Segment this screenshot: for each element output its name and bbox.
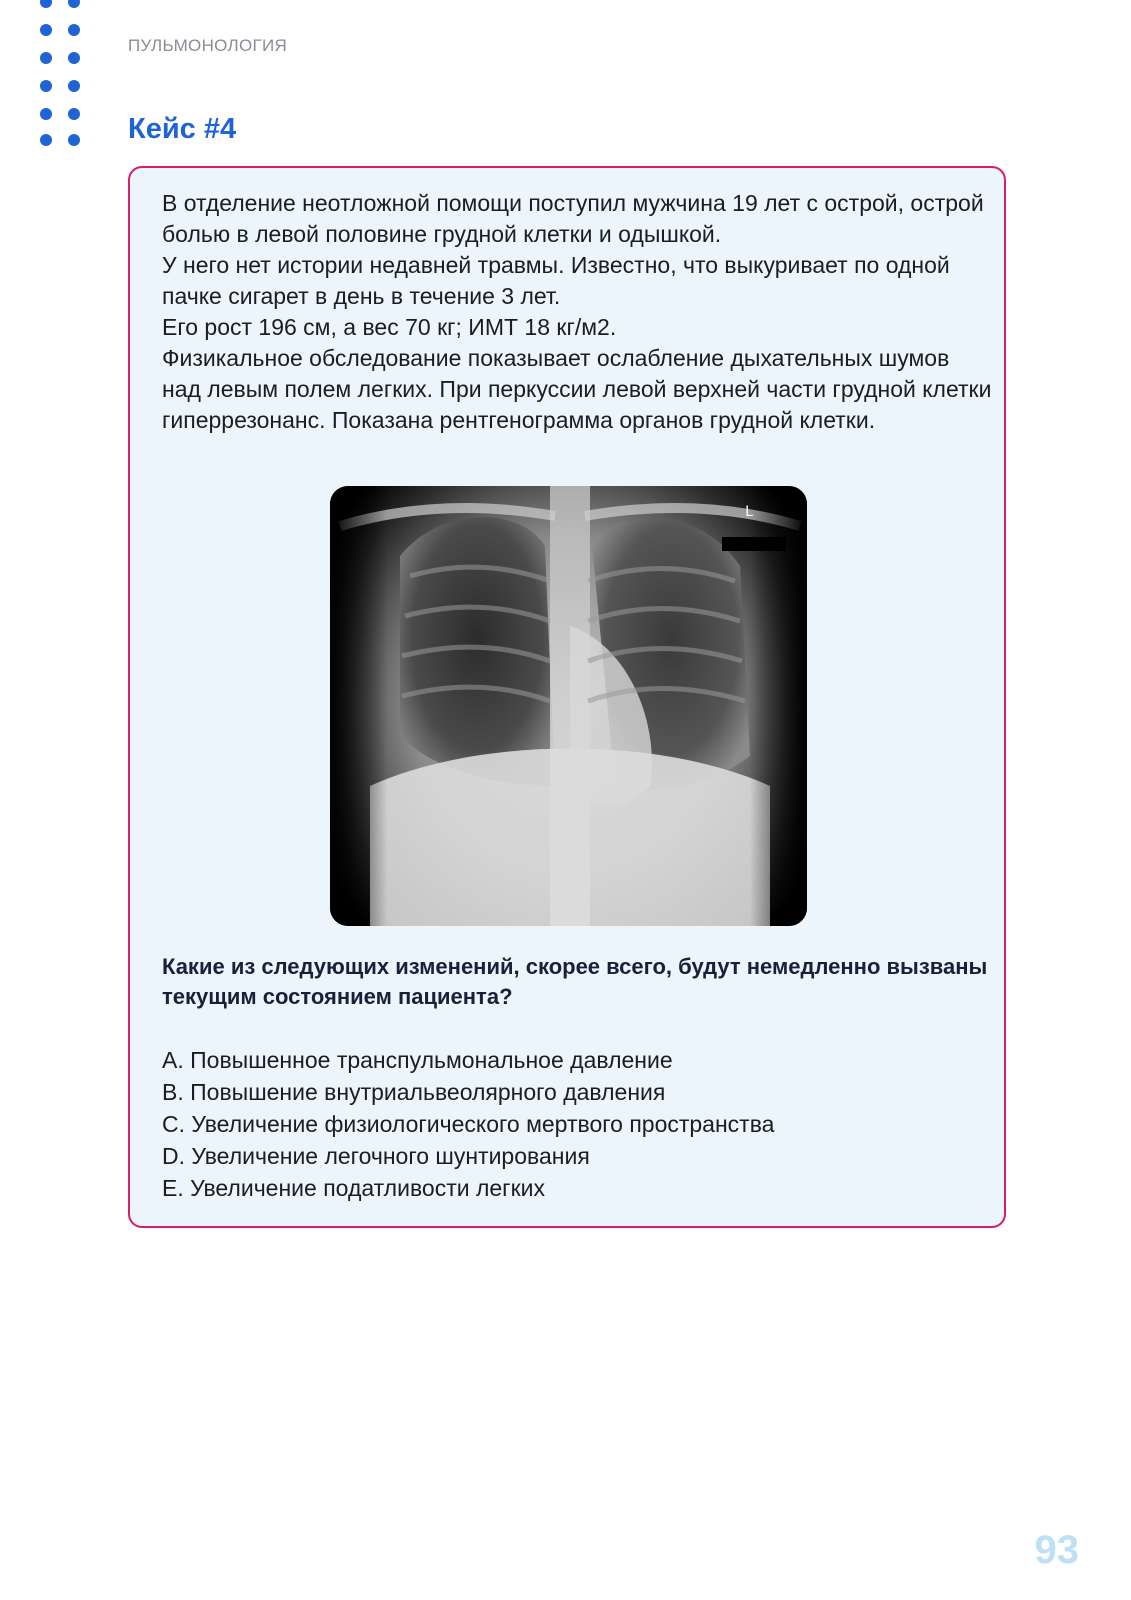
case-paragraph: Физикальное обследование показывает ослабление дыхательных шумов над левым полем легких. При перкуссии левой верхней части грудной клетки гиперрезонанс. Показана рентгенограмма органов грудной клетки. <box>162 345 992 433</box>
case-description <box>162 188 992 436</box>
case-title: Кейс #4 <box>128 113 237 145</box>
answer-option-b: B. Повышение внутриальвеолярного давления <box>162 1079 666 1105</box>
answer-option-c: C. Увеличение физиологического мертвого пространства <box>162 1111 775 1137</box>
page-number: 93 <box>1034 1528 1079 1572</box>
case-paragraph: У него нет истории недавней травмы. Известно, что выкуривает по одной пачке сигарет в день в течение 3 лет. <box>162 252 950 309</box>
decorative-dot-grid <box>40 0 90 160</box>
chest-xray-illustration <box>330 486 807 926</box>
answer-options <box>162 1044 992 1204</box>
case-card <box>128 166 1006 1228</box>
answer-option-a: A. Повышенное транспульмональное давление <box>162 1047 673 1073</box>
answer-option-d: D. Увеличение легочного шунтирования <box>162 1143 590 1169</box>
xray-side-marker: L <box>745 504 754 520</box>
case-paragraph: Его рост 196 см, а вес 70 кг; ИМТ 18 кг/м2. <box>162 314 617 340</box>
case-paragraph: В отделение неотложной помощи поступил мужчина 19 лет с острой, острой болью в левой половине грудной клетки и одышкой. <box>162 190 984 247</box>
chest-xray-image <box>330 486 807 926</box>
section-label: ПУЛЬМОНОЛОГИЯ <box>128 36 288 55</box>
answer-option-e: E. Увеличение податливости легких <box>162 1175 545 1201</box>
question-text: Какие из следующих изменений, скорее всего, будут немедленно вызваны текущим состоянием пациента? <box>162 954 988 1009</box>
